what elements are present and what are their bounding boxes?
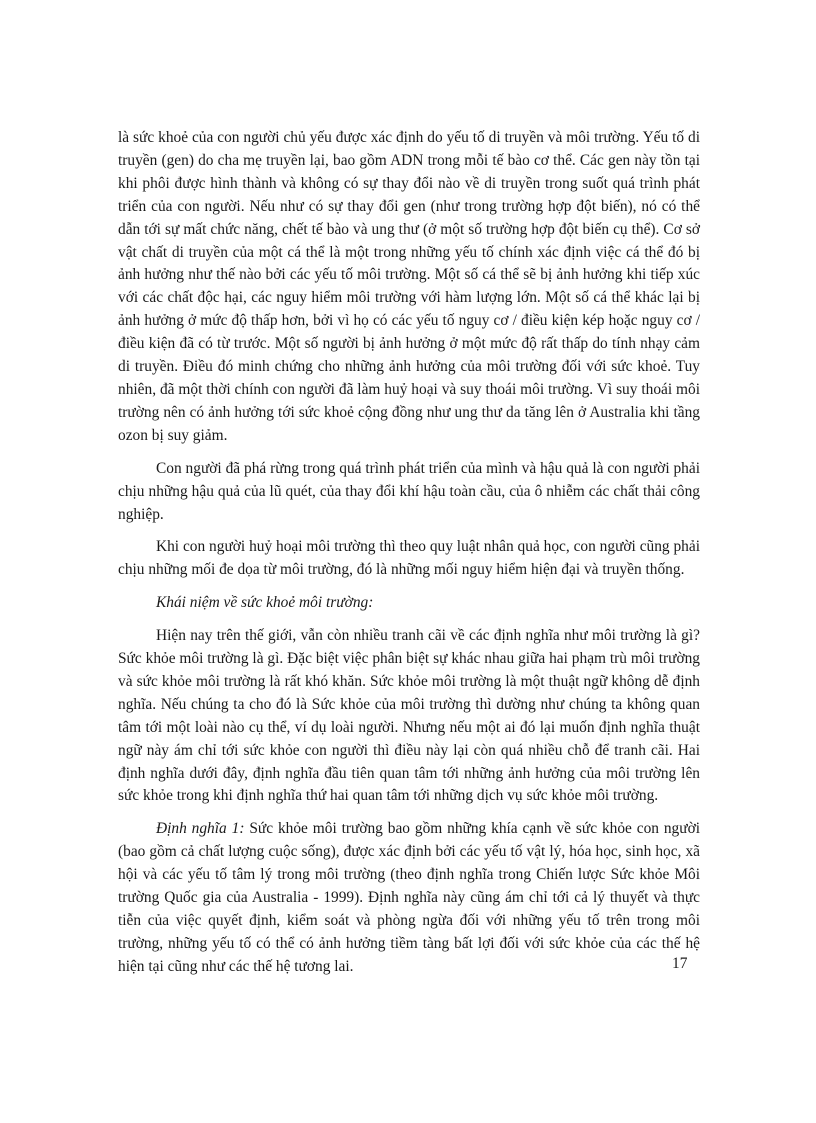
definition-1-text: Sức khỏe môi trường bao gồm những khía cạnh về sức khỏe con người (bao gồm cả chất lượng cuộc sống), được xác định bởi các yếu tố vật lý, hóa học, sinh học, xã hội và các yếu tố tâm lý trong môi trường (theo định nghĩa trong Chiến lược Sức khỏe Môi trường Quốc gia của Australia - 1999). Định nghĩa này cũng ám chỉ tới cả lý thuyết và thực tiễn của việc quyết định, kiểm soát và phòng ngừa đối với những yếu tố trên trong môi trường, những yếu tố có thể có ảnh hưởng tiềm tàng bất lợi đối với sức khỏe của các thế hệ hiện tại cũng như các thế hệ tương lai. bbox=[118, 820, 701, 975]
section-heading: Khái niệm về sức khoẻ môi trường: bbox=[156, 594, 374, 612]
page-number: 17 bbox=[672, 955, 688, 972]
paragraph-definitions-intro: Hiện nay trên thế giới, vẫn còn nhiều tranh cãi về các định nghĩa như môi trường là gì? Sức khỏe môi trường là gì. Đặc biệt việc phân biệt sự khác nhau giữa hai phạm trù môi trường và sức khỏe môi trường là rất khó khăn. Sức khỏe môi trường là một thuật ngữ không dễ định nghĩa. Nếu chúng ta cho đó là Sức khỏe của môi trường thì dường như chúng ta không quan tâm tới một loài nào cụ thể, ví dụ loài người. Nhưng nếu một ai đó lại muốn định nghĩa thuật ngữ này ám chỉ tới sức khỏe con người thì điều này lại còn quá nhiều chỗ để tranh cãi. Hai định nghĩa dưới đây, định nghĩa đầu tiên quan tâm tới những ảnh hưởng của môi trường lên sức khỏe trong khi định nghĩa thứ hai quan tâm tới những dịch vụ sức khỏe môi trường. bbox=[118, 627, 700, 805]
body-text bbox=[118, 127, 700, 989]
definition-1-term: Định nghĩa 1: bbox=[156, 820, 245, 838]
paragraph-deforestation: Con người đã phá rừng trong quá trình phát triển của mình và hậu quả là con người phải chịu những hậu quả của lũ quét, của thay đổi khí hậu toàn cầu, của ô nhiễm các chất thải công nghiệp. bbox=[118, 459, 700, 523]
paragraph-genetics: là sức khoẻ của con người chủ yếu được xác định do yếu tố di truyền và môi trường. Yếu tố di truyền (gen) do cha mẹ truyền lại, bao gồm ADN trong mỗi tế bào cơ thể. Các gen này tồn tại khi phôi được hình thành và không có sự thay đổi nào về di truyền trong suốt quá trình phát triển của con người. Nếu như có sự thay đổi gen (như trong trường hợp đột biến), nó có thể dẫn tới sự mất chức năng, chết tế bào và ung thư (ở một số trường hợp đột biến cụ thể). Cơ sở vật chất di truyền của một cá thể là một trong những yếu tố chính xác định việc cá thể đó bị ảnh hưởng như thế nào bởi các yếu tố môi trường. Một số cá thể sẽ bị ảnh hưởng khi tiếp xúc với các chất độc hại, các nguy hiểm môi trường với hàm lượng lớn. Một số cá thể khác lại bị ảnh hưởng ở mức độ thấp hơn, bởi vì họ có các yếu tố nguy cơ / điều kiện kép hoặc nguy cơ / điều kiện đã có từ trước. Một số người bị ảnh hưởng ở một mức độ rất thấp do tính nhạy cảm di truyền. Điều đó minh chứng cho những ảnh hưởng của môi trường đối với sức khoẻ. Tuy nhiên, đã một thời chính con người đã làm huỷ hoại và suy thoái môi trường. Vì suy thoái môi trường nên có ảnh hưởng tới sức khoẻ cộng đồng như ung thư da tăng lên ở Australia khi tầng ozon bị suy giảm. bbox=[118, 129, 700, 444]
paragraph-causality: Khi con người huỷ hoại môi trường thì theo quy luật nhân quả học, con người cũng phải chịu những mối đe dọa từ môi trường, đó là những mối nguy hiểm hiện đại và truyền thống. bbox=[118, 538, 700, 579]
paragraph-definition-1 bbox=[118, 818, 700, 978]
